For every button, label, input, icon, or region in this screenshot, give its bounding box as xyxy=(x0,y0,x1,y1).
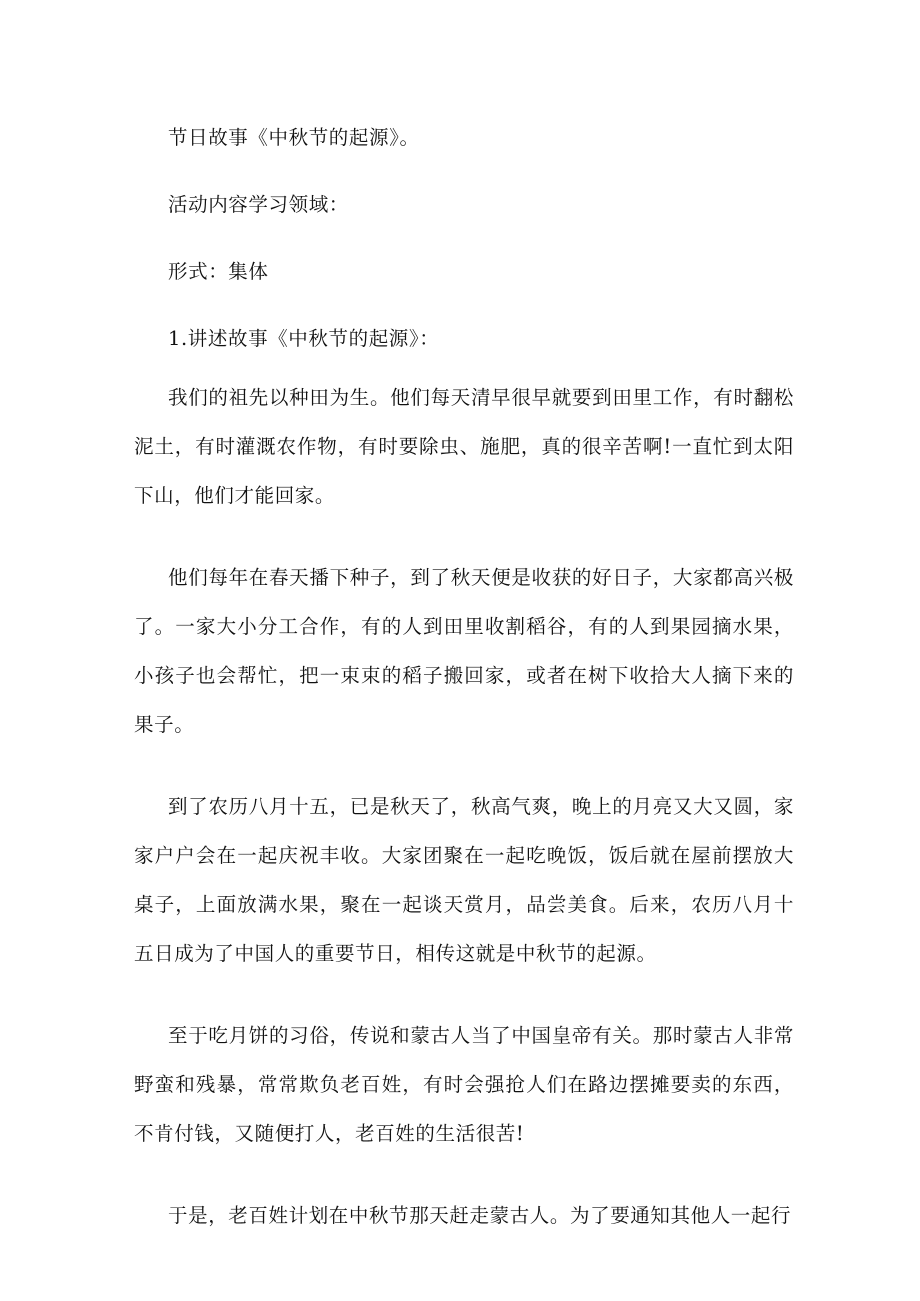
story-paragraph-3: 到了农历八月十五，已是秋天了，秋高气爽，晚上的月亮又大又圆，家家户户会在一起庆祝丰收。大家团聚在一起吃晚饭，饭后就在屋前摆放大桌子，上面放满水果，聚在一起谈天赏月，品尝美食。后来，农历八月十五日成为了中国人的重要节日，相传这就是中秋节的起源。 xyxy=(134,795,794,965)
activity-domain-line: 活动内容学习领域： xyxy=(168,193,349,216)
step-one-heading: 1.讲述故事《中秋节的起源》： xyxy=(168,327,440,350)
activity-form-line: 形式：集体 xyxy=(168,260,269,283)
story-paragraph-5: 于是，老百姓计划在中秋节那天赶走蒙古人。为了要通知其他人一起行 xyxy=(168,1204,792,1227)
story-title-line: 节日故事《中秋节的起源》。 xyxy=(168,126,420,149)
document-body xyxy=(134,112,794,1273)
story-paragraph-1: 我们的祖先以种田为生。他们每天清早很早就要到田里工作，有时翻松泥土，有时灌溉农作物，有时要除虫、施肥，真的很辛苦啊!一直忙到太阳下山，他们才能回家。 xyxy=(134,386,794,507)
story-paragraph-2: 他们每年在春天播下种子，到了秋天便是收获的好日子，大家都高兴极了。一家大小分工合作，有的人到田里收割稻谷，有的人到果园摘水果，小孩子也会帮忙，把一束束的稻子搬回家，或者在树下收拾大人摘下来的果子。 xyxy=(134,566,794,736)
story-paragraph-4: 至于吃月饼的习俗，传说和蒙古人当了中国皇帝有关。那时蒙古人非常野蛮和残暴，常常欺负老百姓，有时会强抢人们在路边摆摊要卖的东西，不肯付钱，又随便打人，老百姓的生活很苦! xyxy=(134,1024,794,1145)
